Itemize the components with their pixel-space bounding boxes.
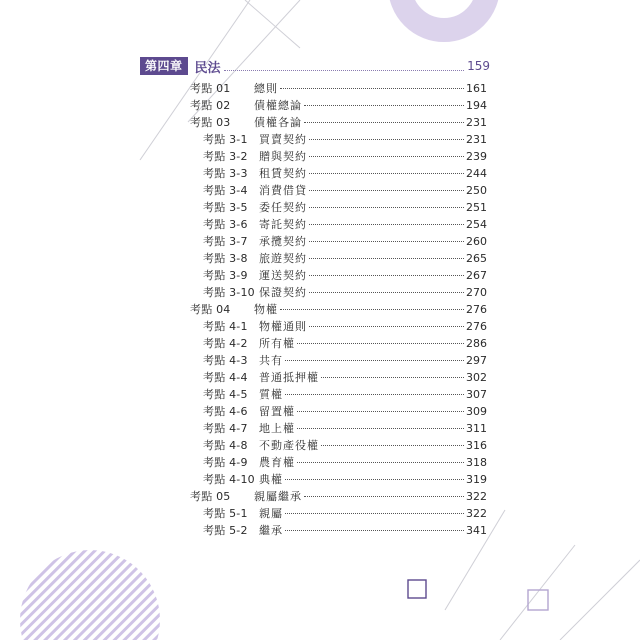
toc-dot-leader [309,291,464,293]
toc-entry-page: 260 [466,235,487,248]
toc-entry-page: 302 [466,371,487,384]
toc-dot-leader [304,104,464,106]
toc-entry-number: 考點 4-3 [203,354,248,367]
toc-dot-leader [309,138,464,140]
toc-entry-number: 考點 3-6 [203,218,248,231]
toc-entry-title: 物權 [254,303,278,316]
toc-entry-number: 考點 3-10 [203,286,255,299]
toc-entry-number: 考點 4-9 [203,456,248,469]
toc-entry-page: 318 [466,456,487,469]
bottom-diagonal-line [500,545,575,640]
toc-entry-page: 307 [466,388,487,401]
toc-entry [203,148,487,165]
toc-dot-leader [285,512,464,514]
toc-entry-number: 考點 3-2 [203,150,248,163]
toc-dot-leader [309,274,464,276]
toc-entry [203,454,487,471]
toc-entry-title: 物權通則 [259,320,307,333]
toc-entry-page: 316 [466,439,487,452]
toc-entry-title: 消費借貸 [259,184,307,197]
toc-entry-number: 考點 4-2 [203,337,248,350]
toc-entry [190,301,487,318]
toc-entry-title: 典權 [259,473,283,486]
toc-dot-leader [309,189,464,191]
toc-entry-page: 267 [466,269,487,282]
toc-dot-leader [297,342,464,344]
toc-entry-number: 考點 3-9 [203,269,248,282]
toc-entry-title: 保證契約 [259,286,307,299]
chapter-dot-leader [224,61,465,71]
toc-entry [203,182,487,199]
toc-entry-number: 考點 5-2 [203,524,248,537]
toc-entry [203,199,487,216]
toc-entry [203,233,487,250]
toc-entry-page: 231 [466,116,487,129]
toc-entry-number: 考點 4-6 [203,405,248,418]
toc-entry-title: 共有 [259,354,283,367]
toc-entry-title: 親屬 [259,507,283,520]
toc-entry-number: 考點 3-5 [203,201,248,214]
chapter-title: 民法 [194,60,221,76]
toc-entry-number: 考點 4-1 [203,320,248,333]
toc-entry [203,471,487,488]
toc-entry-page: 254 [466,218,487,231]
toc-entry-page: 161 [466,82,487,95]
toc-entry-title: 普通抵押權 [259,371,319,384]
toc-dot-leader [309,172,464,174]
toc-entry-number: 考點 4-4 [203,371,248,384]
top-ring-decoration [400,0,488,30]
toc-dot-leader [309,240,464,242]
toc-entry-number: 考點 4-7 [203,422,248,435]
toc-entry-title: 親屬繼承 [254,490,302,503]
toc-dot-leader [321,376,464,378]
toc-entry-number: 考點 01 [190,82,231,95]
toc-entry-title: 質權 [259,388,283,401]
toc-entry-number: 考點 5-1 [203,507,248,520]
toc-entry [203,505,487,522]
bottom-diagonal-line [560,560,640,640]
striped-circle-decoration [20,550,160,640]
toc-entry-number: 考點 03 [190,116,231,129]
toc-entry [203,420,487,437]
toc-entry [190,97,487,114]
toc-dot-leader [280,308,464,310]
toc-dot-leader [285,529,464,531]
toc-dot-leader [304,495,464,497]
toc-entry-title: 贈與契約 [259,150,307,163]
toc-entry-number: 考點 3-1 [203,133,248,146]
toc-dot-leader [309,223,464,225]
toc-entry-title: 買賣契約 [259,133,307,146]
toc-dot-leader [285,478,464,480]
toc-entry [203,352,487,369]
toc-entry-page: 231 [466,133,487,146]
toc-dot-leader [285,359,464,361]
toc-entry [203,369,487,386]
toc-entry [203,522,487,539]
toc-entry-number: 考點 3-4 [203,184,248,197]
toc-entry-page: 276 [466,303,487,316]
toc-entry-page: 270 [466,286,487,299]
toc-entry [203,284,487,301]
chapter-header [140,57,490,75]
toc-entry [203,386,487,403]
toc-entry [203,216,487,233]
toc-dot-leader [321,444,464,446]
toc-entry-title: 繼承 [259,524,283,537]
toc-dot-leader [285,393,464,395]
toc-entry [190,488,487,505]
toc-entry [190,80,487,97]
toc-entry-page: 244 [466,167,487,180]
toc-entry-title: 債權各論 [254,116,302,129]
toc-dot-leader [297,410,464,412]
toc-entry-title: 留置權 [259,405,295,418]
toc-entry-page: 265 [466,252,487,265]
toc-entry [203,131,487,148]
toc-dot-leader [309,206,464,208]
toc-entry [203,165,487,182]
toc-entry [203,335,487,352]
toc-entry-title: 寄託契約 [259,218,307,231]
toc-entry [203,437,487,454]
toc-entry [190,114,487,131]
toc-entry-page: 322 [466,490,487,503]
toc-entry [203,403,487,420]
toc-entry-page: 250 [466,184,487,197]
toc-dot-leader [297,461,464,463]
toc-entry-title: 地上權 [259,422,295,435]
toc-entry-page: 194 [466,99,487,112]
toc-entry-title: 委任契約 [259,201,307,214]
toc-entry-title: 運送契約 [259,269,307,282]
toc-entry-number: 考點 3-7 [203,235,248,248]
toc-entry-number: 考點 4-8 [203,439,248,452]
square-decoration [408,580,426,598]
toc-entry-page: 311 [466,422,487,435]
toc-entry-number: 考點 05 [190,490,231,503]
toc-entry-number: 考點 4-5 [203,388,248,401]
toc-entry-page: 319 [466,473,487,486]
toc-entry-page: 297 [466,354,487,367]
toc-entry-page: 341 [466,524,487,537]
toc-dot-leader [304,121,464,123]
toc-entry-number: 考點 3-3 [203,167,248,180]
toc-entry-title: 租賃契約 [259,167,307,180]
toc-entry-title: 農育權 [259,456,295,469]
toc-entry-number: 考點 3-8 [203,252,248,265]
chapter-page-number: 159 [467,59,490,73]
toc-dot-leader [309,155,464,157]
toc-entry-number: 考點 02 [190,99,231,112]
toc-entry-title: 所有權 [259,337,295,350]
toc-entry [203,267,487,284]
toc-dot-leader [309,325,464,327]
toc-entry [203,318,487,335]
toc-entry-title: 債權總論 [254,99,302,112]
toc-entry-page: 276 [466,320,487,333]
toc-entry-title: 承攬契約 [259,235,307,248]
toc-entry [203,250,487,267]
toc-entry-page: 286 [466,337,487,350]
toc-dot-leader [309,257,464,259]
toc-entry-title: 不動產役權 [259,439,319,452]
toc-entry-title: 總則 [254,82,278,95]
toc-entry-number: 考點 4-10 [203,473,255,486]
top-diagonal-line [245,0,300,48]
toc-entry-page: 309 [466,405,487,418]
toc-entry-page: 251 [466,201,487,214]
toc-dot-leader [297,427,464,429]
toc-entry-number: 考點 04 [190,303,231,316]
toc-entry-page: 239 [466,150,487,163]
chapter-badge: 第四章 [140,57,188,75]
toc-dot-leader [280,87,464,89]
toc-entry-title: 旅遊契約 [259,252,307,265]
toc-entry-page: 322 [466,507,487,520]
